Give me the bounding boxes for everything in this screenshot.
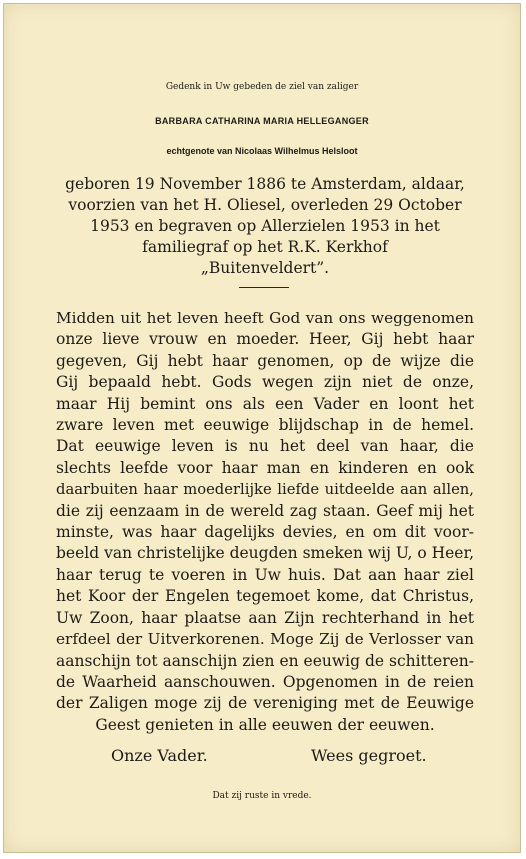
prayer-line: zware leven met eeuwige blijdschap in de hemel. <box>56 416 474 435</box>
prayer-line: de Waarheid aanschouwen. Opgenomen in de reien <box>56 672 474 691</box>
biography <box>54 174 476 279</box>
divider <box>239 287 289 288</box>
prayer-line: erfdeel der Uitverkorenen. Moge Zij de Verlosser van <box>56 630 474 649</box>
intro-line: Gedenk in Uw gebeden de ziel van zaliger <box>165 82 359 92</box>
prayer-line: die zij eenzaam in de wereld zag staan. Geef mij het <box>56 501 474 520</box>
prayer-line: aanschijn tot aanschijn zien en eeuwig de schitteren- <box>56 651 474 670</box>
prayer-line: Geest genieten in alle eeuwen der eeuwen. <box>95 715 435 734</box>
prayer-line: Gij bepaald hebt. Gods wegen zijn niet de onze, <box>56 373 474 392</box>
deceased-name: BARBARA CATHARINA MARIA HELLEGANGER <box>155 116 369 126</box>
bio-line: geboren 19 November 1886 te Amsterdam, aldaar, <box>65 175 465 193</box>
prayer-line: haar terug te voeren in Uw huis. Dat aan haar ziel <box>56 565 474 584</box>
prayer-line: maar Hij bemint ons als een Vader en loont het <box>56 394 474 413</box>
spouse-line: echtgenote van Nicolaas Wilhelmus Helsloot <box>166 146 358 156</box>
bio-line: voorzien van het H. Oliesel, overleden 29 October <box>68 196 462 214</box>
bio-line: „Buitenveldert”. <box>200 259 330 277</box>
prayer-line: het Koor der Engelen tegemoet kome, dat Christus, <box>56 587 474 606</box>
bio-line: familiegraf op het R.K. Kerkhof <box>142 238 388 256</box>
prayer-line: Dat eeuwige leven is nu het deel van haar, die <box>56 437 474 456</box>
prayer-line: Uw Zoon, haar plaatse aan Zijn rechterhand in het <box>56 608 474 627</box>
prayer-line: daarbuiten haar moederlijke liefde uitdeelde aan allen, <box>56 481 474 499</box>
prayer-line: beeld van christelijke deugden smeken wij U, o Heer, <box>56 544 475 563</box>
memorial-card <box>3 3 521 853</box>
closing-prayer-our-father: Onze Vader. <box>111 746 208 765</box>
rest-in-peace-line: Dat zij ruste in vrede. <box>212 791 312 801</box>
prayer-line: onze lieve vrouw en moeder. Heer, Gij hebt haar <box>56 330 474 349</box>
prayer-line: slechts leefde voor haar man en kinderen en ook <box>56 458 474 477</box>
prayer-line: minste, was haar dagelijks devies, en om dit voor- <box>56 523 474 542</box>
prayer-line: der Zaligen moge zij de vereniging met de Eeuwige <box>56 694 474 713</box>
prayer-line: Midden uit het leven heeft God van ons weggenomen <box>56 309 474 327</box>
closing-prayer-hail-mary: Wees gegroet. <box>311 746 427 765</box>
prayer-line: gegeven, Gij hebt haar genomen, op de wijze die <box>56 351 474 370</box>
prayer-text <box>56 308 474 736</box>
bio-line: 1953 en begraven op Allerzielen 1953 in het <box>90 217 440 235</box>
